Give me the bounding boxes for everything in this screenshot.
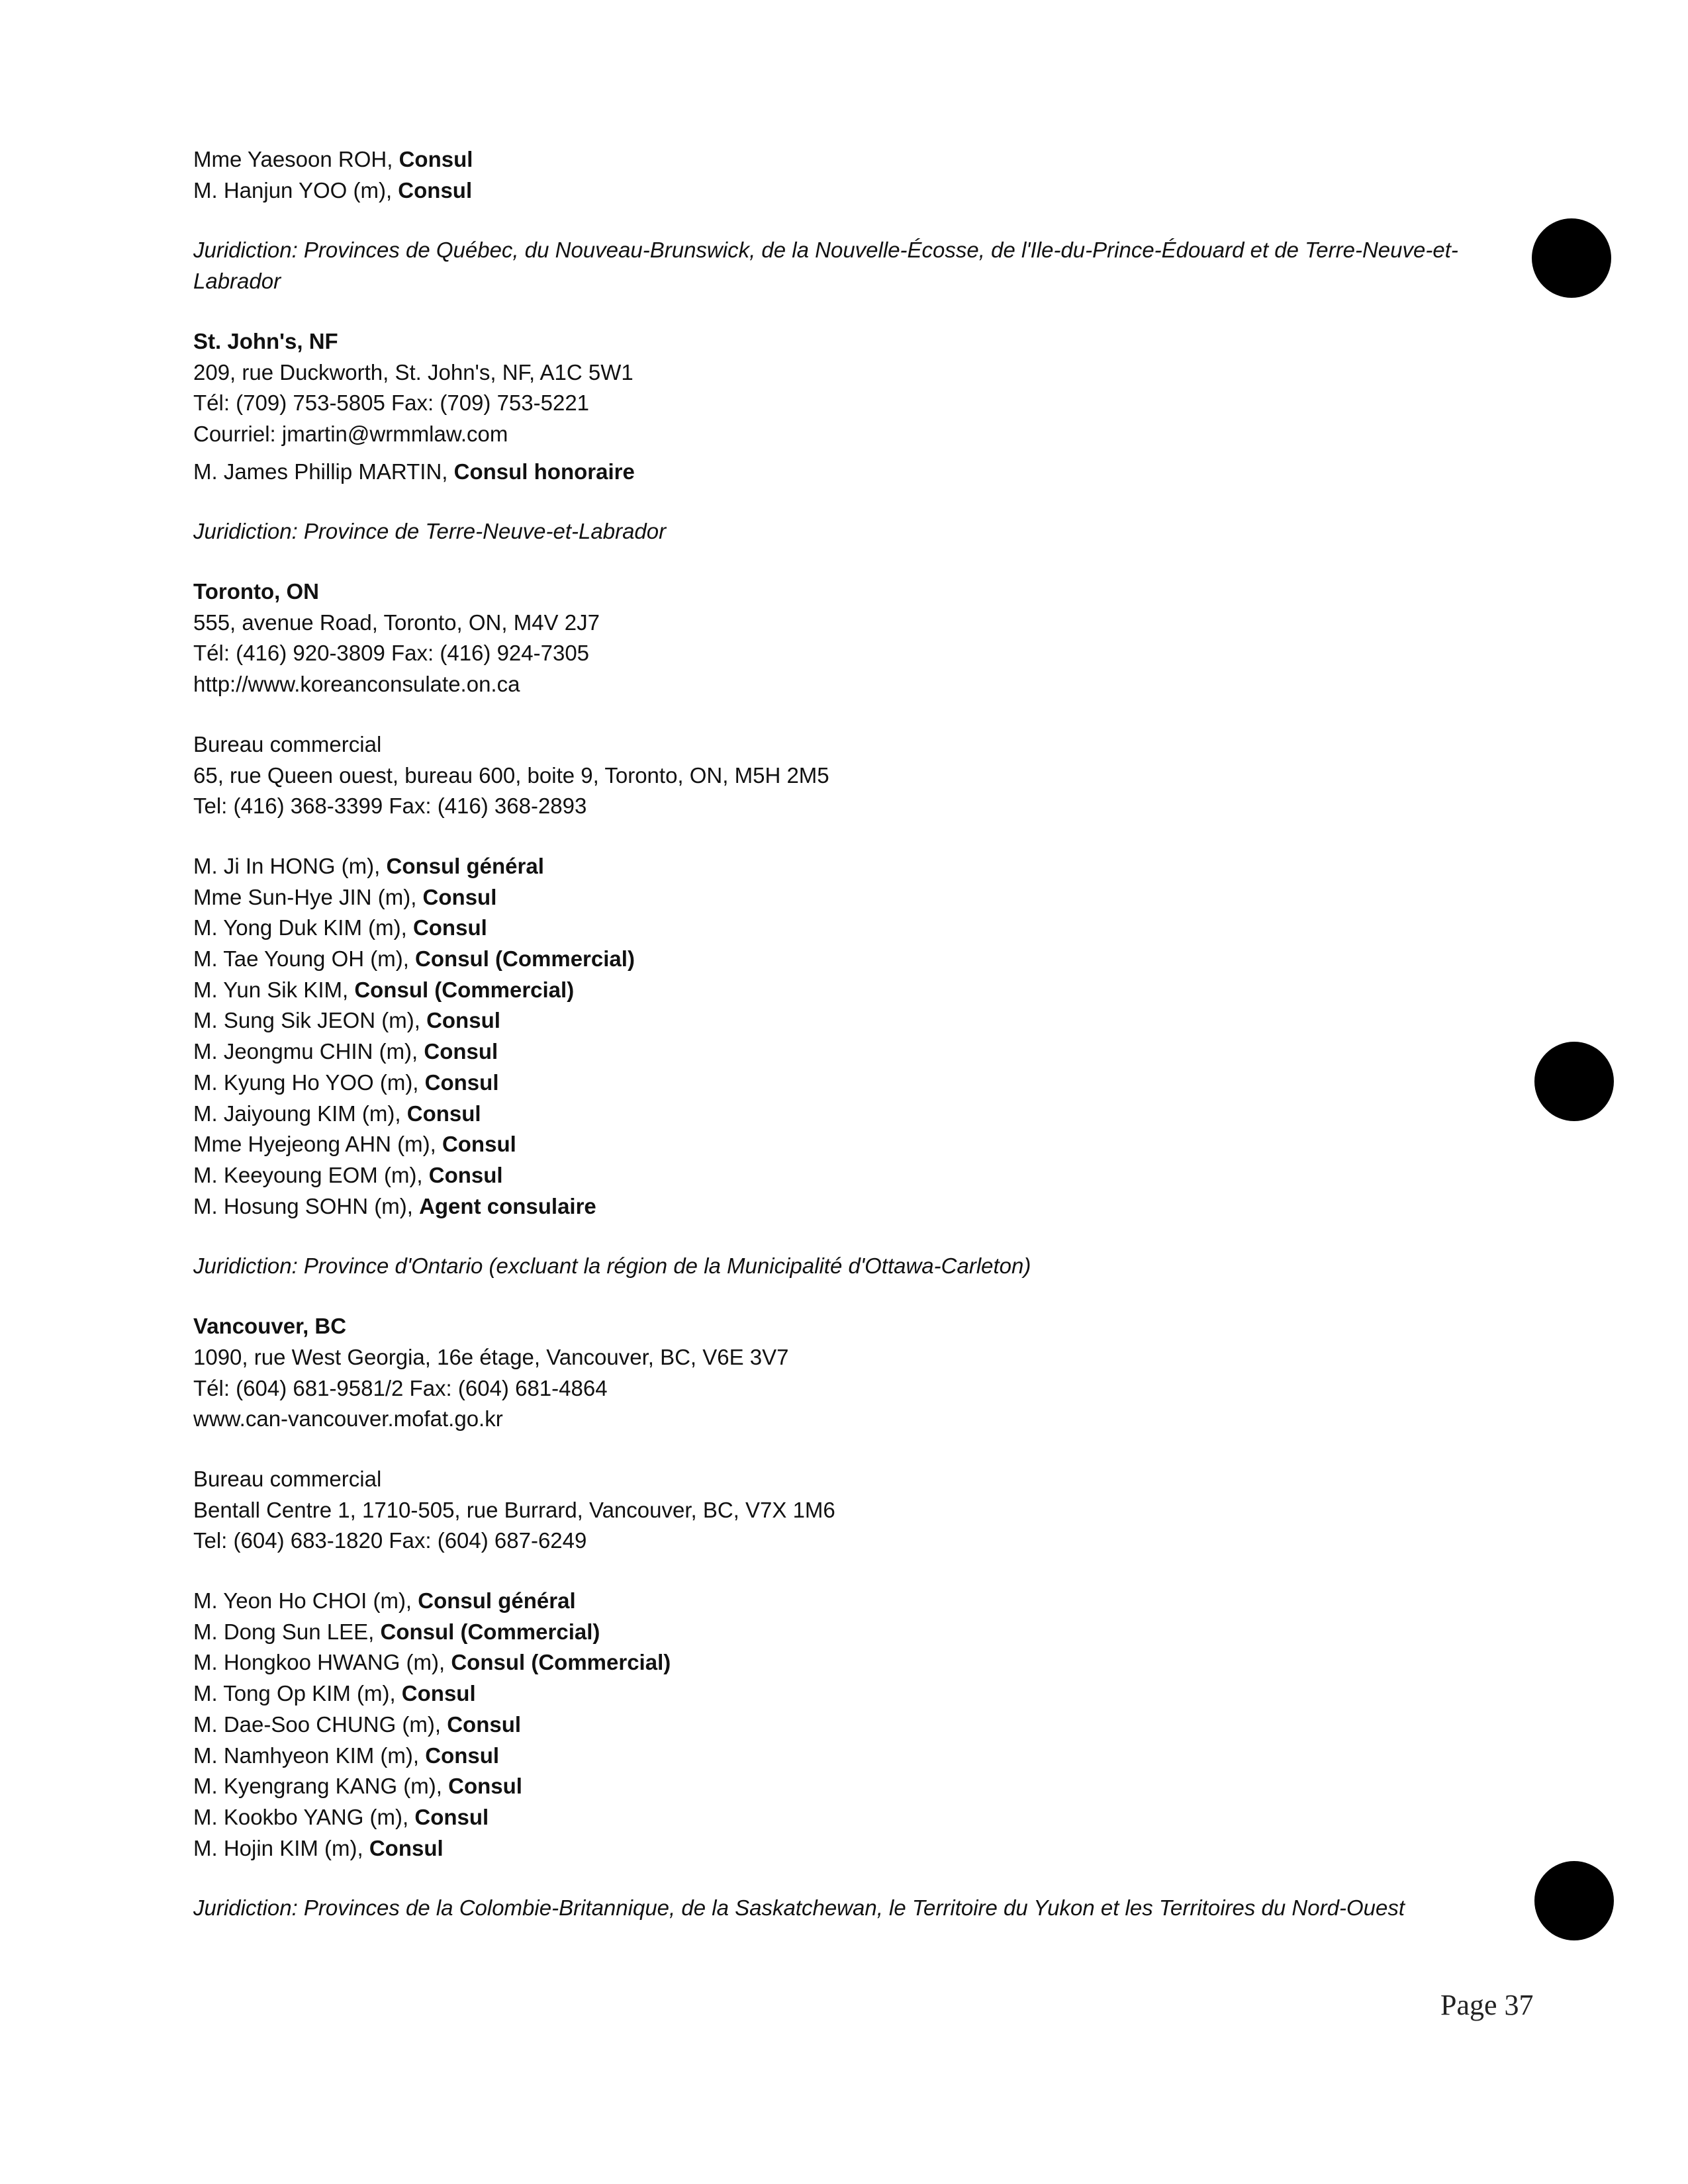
spacer xyxy=(193,487,1517,516)
spacer xyxy=(193,700,1517,729)
spacer xyxy=(193,547,1517,576)
staff-line xyxy=(193,1005,1517,1036)
staff-role: Consul xyxy=(424,1039,498,1064)
staff-line xyxy=(193,1741,1517,1772)
document-body xyxy=(193,144,1517,1924)
staff-name: M. Yun Sik KIM, xyxy=(193,977,355,1002)
staff-role: Consul (Commercial) xyxy=(415,946,635,972)
staff-line xyxy=(193,144,1517,175)
spacer xyxy=(193,450,1517,457)
staff-line xyxy=(193,1586,1517,1617)
staff-line xyxy=(193,882,1517,913)
staff-role: Consul xyxy=(448,1774,522,1799)
bureau-phone: Tel: (604) 683-1820 Fax: (604) 687-6249 xyxy=(193,1528,587,1553)
staff-line xyxy=(193,1771,1517,1802)
staff-role: Consul xyxy=(412,915,487,940)
spacer xyxy=(193,1282,1517,1311)
staff-role: Consul xyxy=(414,1804,489,1829)
staff-name: M. Kyung Ho YOO (m), xyxy=(193,1069,425,1095)
staff-line xyxy=(193,1160,1517,1191)
city-heading: St. John's, NF xyxy=(193,328,338,353)
staff-role: Consul (Commercial) xyxy=(380,1619,600,1644)
toronto-staff-list xyxy=(193,851,1517,1222)
top-staff-list xyxy=(193,144,1517,206)
staff-role: Consul général xyxy=(418,1588,576,1614)
jurisdiction-text: Juridiction: Province de Terre-Neuve-et-Labrador xyxy=(193,519,667,544)
staff-line xyxy=(193,175,1517,206)
spacer xyxy=(193,1864,1517,1893)
staff-line xyxy=(193,1833,1517,1864)
binder-hole-middle xyxy=(1534,1042,1614,1121)
staff-line xyxy=(193,1647,1517,1678)
bureau-address: Bentall Centre 1, 1710-505, rue Burrard, Vancouver, BC, V7X 1M6 xyxy=(193,1497,835,1522)
staff-role: Consul xyxy=(399,147,473,171)
staff-line xyxy=(193,1129,1517,1160)
staff-line xyxy=(193,1802,1517,1833)
staff-name: M. Keeyoung EOM (m), xyxy=(193,1162,429,1187)
staff-name: M. Tong Op KIM (m), xyxy=(193,1681,402,1706)
staff-role: Consul général xyxy=(386,853,544,878)
staff-name: M. Kyengrang KANG (m), xyxy=(193,1774,449,1799)
staff-role: Consul xyxy=(406,1101,481,1126)
staff-line xyxy=(193,1678,1517,1709)
staff-line xyxy=(193,1068,1517,1099)
staff-name: M. Yeon Ho CHOI (m), xyxy=(193,1588,418,1614)
phone-line: Tél: (709) 753-5805 Fax: (709) 753-5221 xyxy=(193,390,590,416)
vancouver-staff-list xyxy=(193,1586,1517,1864)
staff-name: M. James Phillip MARTIN, xyxy=(193,459,454,484)
staff-name: Mme Hyejeong AHN (m), xyxy=(193,1132,442,1157)
spacer xyxy=(193,822,1517,851)
spacer xyxy=(193,1435,1517,1464)
bureau-address: 65, rue Queen ouest, bureau 600, boite 9, Toronto, ON, M5H 2M5 xyxy=(193,762,829,788)
staff-line xyxy=(193,913,1517,944)
phone-line: Tél: (416) 920-3809 Fax: (416) 924-7305 xyxy=(193,641,590,666)
staff-name: M. Namhyeon KIM (m), xyxy=(193,1743,426,1768)
jurisdiction-text: Juridiction: Provinces de Québec, du Nouveau-Brunswick, de la Nouvelle-Écosse, de l'Ile-du-Prince-Édouard et de Terre-Neuve-et-Labrador xyxy=(193,238,1458,294)
staff-role: Agent consulaire xyxy=(419,1193,596,1218)
staff-role: Consul xyxy=(369,1835,444,1860)
staff-role: Consul xyxy=(424,1069,499,1095)
staff-name: M. Hosung SOHN (m), xyxy=(193,1193,420,1218)
staff-name: Mme Yaesoon ROH, xyxy=(193,147,399,171)
staff-name: M. Yong Duk KIM (m), xyxy=(193,915,413,940)
jurisdiction-text: Juridiction: Province d'Ontario (excluant la région de la Municipalité d'Ottawa-Carleton) xyxy=(193,1253,1031,1279)
section-stjohns xyxy=(193,326,1517,547)
email-line: Courriel: jmartin@wrmmlaw.com xyxy=(193,421,508,446)
website-line: http://www.koreanconsulate.on.ca xyxy=(193,672,520,697)
staff-name: M. Dong Sun LEE, xyxy=(193,1619,381,1644)
staff-role: Consul honoraire xyxy=(453,459,635,484)
staff-line xyxy=(193,457,1517,488)
staff-name: M. Dae-Soo CHUNG (m), xyxy=(193,1711,447,1737)
staff-role: Consul xyxy=(426,1008,500,1033)
staff-name: M. Jaiyoung KIM (m), xyxy=(193,1101,407,1126)
bureau-title: Bureau commercial xyxy=(193,731,382,756)
staff-name: M. Hanjun YOO (m), xyxy=(193,177,399,203)
spacer xyxy=(193,1557,1517,1586)
address-line: 1090, rue West Georgia, 16e étage, Vancouver, BC, V6E 3V7 xyxy=(193,1344,789,1369)
staff-line xyxy=(193,944,1517,975)
staff-name: M. Jeongmu CHIN (m), xyxy=(193,1039,424,1064)
spacer xyxy=(193,1222,1517,1251)
staff-line xyxy=(193,1099,1517,1130)
staff-name: M. Sung Sik JEON (m), xyxy=(193,1008,427,1033)
staff-line xyxy=(193,1617,1517,1648)
staff-role: Consul xyxy=(425,1743,500,1768)
page-number: Page 37 xyxy=(1440,1989,1534,2021)
city-heading: Toronto, ON xyxy=(193,579,320,604)
staff-line xyxy=(193,1036,1517,1068)
staff-line xyxy=(193,851,1517,882)
staff-name: M. Tae Young OH (m), xyxy=(193,946,416,972)
city-heading: Vancouver, BC xyxy=(193,1314,347,1339)
phone-line: Tél: (604) 681-9581/2 Fax: (604) 681-4864 xyxy=(193,1375,608,1400)
website-line: www.can-vancouver.mofat.go.kr xyxy=(193,1406,503,1432)
staff-role: Consul xyxy=(422,884,497,909)
bureau-phone: Tel: (416) 368-3399 Fax: (416) 368-2893 xyxy=(193,794,587,819)
staff-name: M. Hojin KIM (m), xyxy=(193,1835,369,1860)
staff-role: Consul xyxy=(401,1681,476,1706)
staff-line xyxy=(193,1191,1517,1222)
staff-line xyxy=(193,1709,1517,1741)
staff-name: M. Kookbo YANG (m), xyxy=(193,1804,415,1829)
staff-role: Consul (Commercial) xyxy=(451,1650,671,1675)
staff-name: M. Hongkoo HWANG (m), xyxy=(193,1650,451,1675)
spacer xyxy=(193,297,1517,326)
address-line: 209, rue Duckworth, St. John's, NF, A1C 5W1 xyxy=(193,359,633,385)
section-vancouver xyxy=(193,1311,1517,1924)
staff-role: Consul xyxy=(442,1132,516,1157)
staff-name: M. Ji In HONG (m), xyxy=(193,853,387,878)
jurisdiction-text: Juridiction: Provinces de la Colombie-Britannique, de la Saskatchewan, le Territoire du Yukon et les Territoires du Nord-Ouest xyxy=(193,1895,1405,1921)
section-toronto xyxy=(193,576,1517,1282)
binder-hole-top xyxy=(1532,218,1611,298)
staff-name: Mme Sun-Hye JIN (m), xyxy=(193,884,423,909)
staff-line xyxy=(193,975,1517,1006)
spacer xyxy=(193,206,1517,235)
staff-role: Consul (Commercial) xyxy=(354,977,575,1002)
bureau-title: Bureau commercial xyxy=(193,1466,382,1491)
staff-role: Consul xyxy=(398,177,473,203)
address-line: 555, avenue Road, Toronto, ON, M4V 2J7 xyxy=(193,610,600,635)
staff-role: Consul xyxy=(428,1162,503,1187)
binder-hole-bottom xyxy=(1534,1861,1614,1940)
staff-role: Consul xyxy=(447,1711,522,1737)
